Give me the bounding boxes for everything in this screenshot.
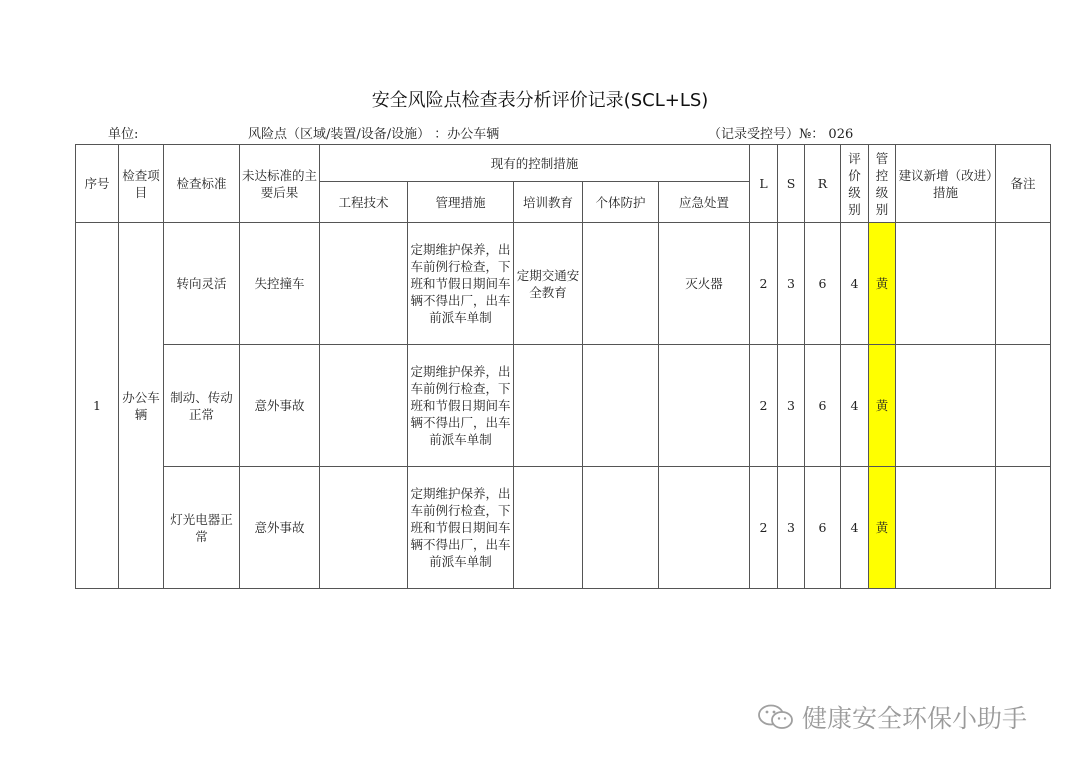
header-l: L bbox=[750, 145, 778, 223]
cell-remark bbox=[996, 345, 1051, 467]
cell-consequence: 失控撞车 bbox=[240, 223, 320, 345]
cell-training: 定期交通安全教育 bbox=[514, 223, 583, 345]
cell-engineering bbox=[320, 345, 408, 467]
header-check-item: 检查项目 bbox=[119, 145, 164, 223]
cell-suggestion bbox=[896, 467, 996, 589]
cell-control-level: 黄 bbox=[869, 467, 896, 589]
cell-eval-level: 4 bbox=[841, 467, 869, 589]
cell-control-level: 黄 bbox=[869, 223, 896, 345]
cell-s: 3 bbox=[778, 223, 805, 345]
cell-management: 定期维护保养，出车前例行检查，下班和节假日期间车辆不得出厂，出车前派车单制 bbox=[408, 223, 514, 345]
cell-r: 6 bbox=[805, 223, 841, 345]
cell-consequence: 意外事故 bbox=[240, 467, 320, 589]
record-number: （记录受控号）№： 026 bbox=[708, 127, 854, 142]
header-check-standard: 检查标准 bbox=[164, 145, 240, 223]
header-management: 管理措施 bbox=[408, 182, 514, 223]
header-seq: 序号 bbox=[76, 145, 119, 223]
cell-emergency bbox=[659, 467, 750, 589]
cell-l: 2 bbox=[750, 345, 778, 467]
cell-training bbox=[514, 467, 583, 589]
cell-remark bbox=[996, 223, 1051, 345]
cell-check-item: 办公车辆 bbox=[119, 223, 164, 589]
header-engineering: 工程技术 bbox=[320, 182, 408, 223]
cell-control-level: 黄 bbox=[869, 345, 896, 467]
cell-r: 6 bbox=[805, 345, 841, 467]
cell-ppe bbox=[583, 345, 659, 467]
cell-standard: 转向灵活 bbox=[164, 223, 240, 345]
cell-eval-level: 4 bbox=[841, 223, 869, 345]
cell-engineering bbox=[320, 467, 408, 589]
watermark-text: 健康安全环保小助手 bbox=[802, 704, 1028, 733]
cell-l: 2 bbox=[750, 223, 778, 345]
cell-l: 2 bbox=[750, 467, 778, 589]
unit-label: 单位: bbox=[108, 127, 139, 142]
header-r: R bbox=[805, 145, 841, 223]
header-consequence: 未达标准的主要后果 bbox=[240, 145, 320, 223]
cell-standard: 灯光电器正常 bbox=[164, 467, 240, 589]
header-control-level: 管控级别 bbox=[869, 145, 896, 223]
header-suggestion: 建议新增（改进）措施 bbox=[896, 145, 996, 223]
cell-ppe bbox=[583, 467, 659, 589]
cell-seq: 1 bbox=[76, 223, 119, 589]
cell-standard: 制动、传动正常 bbox=[164, 345, 240, 467]
cell-management: 定期维护保养，出车前例行检查，下班和节假日期间车辆不得出厂，出车前派车单制 bbox=[408, 467, 514, 589]
header-training: 培训教育 bbox=[514, 182, 583, 223]
cell-s: 3 bbox=[778, 467, 805, 589]
cell-management: 定期维护保养，出车前例行检查，下班和节假日期间车辆不得出厂，出车前派车单制 bbox=[408, 345, 514, 467]
header-ppe: 个体防护 bbox=[583, 182, 659, 223]
scl-ls-table bbox=[75, 144, 1051, 589]
watermark bbox=[756, 699, 1027, 735]
cell-r: 6 bbox=[805, 467, 841, 589]
cell-engineering bbox=[320, 223, 408, 345]
cell-emergency: 灭火器 bbox=[659, 223, 750, 345]
cell-training bbox=[514, 345, 583, 467]
table-row bbox=[76, 467, 1051, 589]
cell-remark bbox=[996, 467, 1051, 589]
cell-consequence: 意外事故 bbox=[240, 345, 320, 467]
table-row bbox=[76, 223, 1051, 345]
header-existing-controls: 现有的控制措施 bbox=[320, 145, 750, 182]
cell-suggestion bbox=[896, 223, 996, 345]
cell-eval-level: 4 bbox=[841, 345, 869, 467]
cell-s: 3 bbox=[778, 345, 805, 467]
table-row bbox=[76, 345, 1051, 467]
header-remark: 备注 bbox=[996, 145, 1051, 223]
header-eval-level: 评价级别 bbox=[841, 145, 869, 223]
header-s: S bbox=[778, 145, 805, 223]
wechat-icon bbox=[756, 702, 796, 732]
cell-ppe bbox=[583, 223, 659, 345]
document-title: 安全风险点检查表分析评价记录(SCL+LS) bbox=[371, 90, 709, 111]
header-emergency: 应急处置 bbox=[659, 182, 750, 223]
risk-point-label: 风险点（区域/装置/设备/设施） ：办公车辆 bbox=[248, 127, 500, 142]
cell-suggestion bbox=[896, 345, 996, 467]
cell-emergency bbox=[659, 345, 750, 467]
